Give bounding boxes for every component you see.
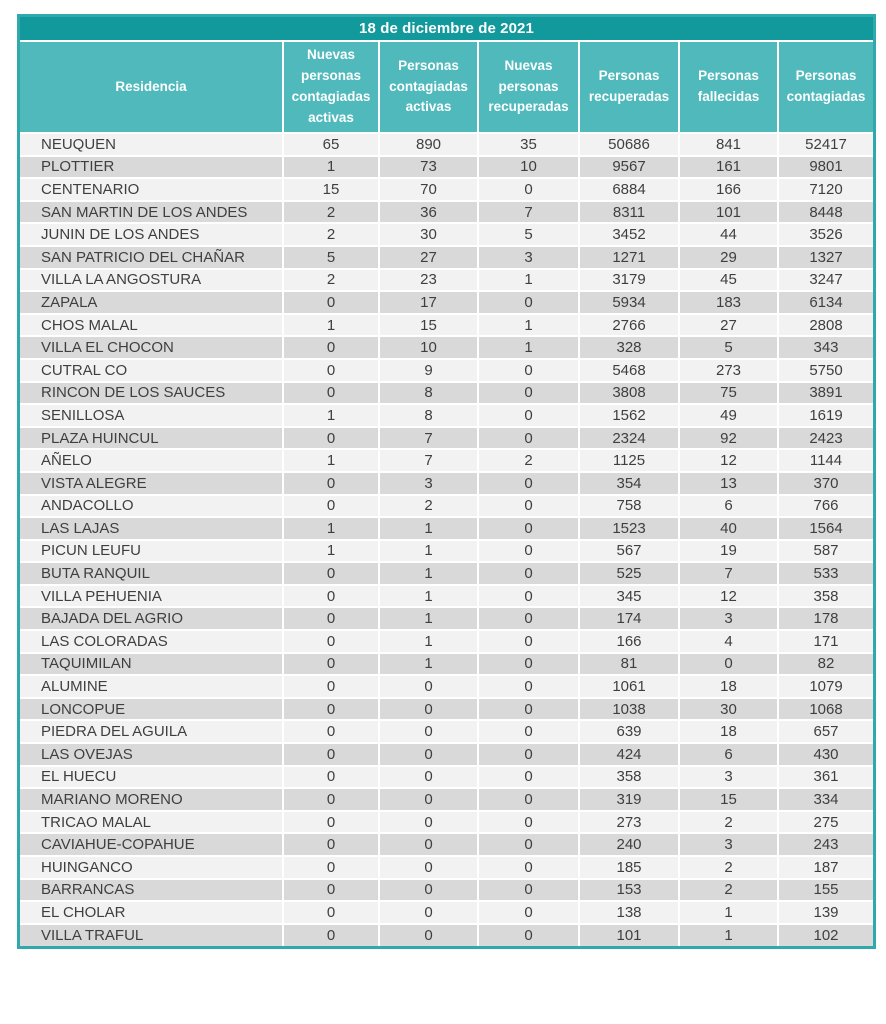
value-cell: 0 [478, 901, 579, 924]
value-cell: 0 [478, 788, 579, 811]
value-cell: 15 [283, 178, 379, 201]
residencia-cell: CENTENARIO [20, 178, 283, 201]
value-cell: 139 [778, 901, 873, 924]
value-cell: 153 [579, 879, 679, 902]
residencia-cell: ANDACOLLO [20, 495, 283, 518]
value-cell: 525 [579, 562, 679, 585]
column-header-2: Personas contagiadas activas [379, 42, 478, 133]
table-row [20, 788, 873, 811]
value-cell: 0 [283, 291, 379, 314]
value-cell: 273 [579, 811, 679, 834]
value-cell: 0 [478, 585, 579, 608]
value-cell: 0 [283, 585, 379, 608]
value-cell: 73 [379, 156, 478, 179]
value-cell: 1144 [778, 449, 873, 472]
value-cell: 424 [579, 743, 679, 766]
table-row [20, 427, 873, 450]
value-cell: 7 [478, 201, 579, 224]
value-cell: 50686 [579, 133, 679, 156]
value-cell: 178 [778, 607, 873, 630]
table-row [20, 901, 873, 924]
value-cell: 92 [679, 427, 778, 450]
value-cell: 7 [379, 427, 478, 450]
value-cell: 70 [379, 178, 478, 201]
table-row [20, 133, 873, 156]
table-row [20, 811, 873, 834]
value-cell: 890 [379, 133, 478, 156]
residencia-cell: VILLA EL CHOCON [20, 336, 283, 359]
table-row [20, 540, 873, 563]
value-cell: 273 [679, 359, 778, 382]
table-row [20, 856, 873, 879]
table-row [20, 291, 873, 314]
value-cell: 3 [679, 833, 778, 856]
value-cell: 0 [478, 359, 579, 382]
table-row [20, 495, 873, 518]
value-cell: 12 [679, 585, 778, 608]
column-header-4: Personas recuperadas [579, 42, 679, 133]
value-cell: 2 [679, 856, 778, 879]
value-cell: 0 [283, 562, 379, 585]
column-header-0: Residencia [20, 42, 283, 133]
value-cell: 766 [778, 495, 873, 518]
value-cell: 358 [778, 585, 873, 608]
value-cell: 0 [478, 291, 579, 314]
table-row [20, 743, 873, 766]
residencia-cell: CAVIAHUE-COPAHUE [20, 833, 283, 856]
value-cell: 30 [679, 698, 778, 721]
table-row [20, 449, 873, 472]
value-cell: 0 [379, 788, 478, 811]
value-cell: 328 [579, 336, 679, 359]
value-cell: 1038 [579, 698, 679, 721]
value-cell: 0 [283, 359, 379, 382]
value-cell: 0 [283, 382, 379, 405]
value-cell: 27 [379, 246, 478, 269]
table-row [20, 178, 873, 201]
value-cell: 15 [679, 788, 778, 811]
table-row [20, 269, 873, 292]
value-cell: 0 [379, 743, 478, 766]
table-row [20, 336, 873, 359]
value-cell: 1327 [778, 246, 873, 269]
value-cell: 1 [478, 314, 579, 337]
value-cell: 6 [679, 495, 778, 518]
value-cell: 275 [778, 811, 873, 834]
value-cell: 4 [679, 630, 778, 653]
value-cell: 1 [379, 607, 478, 630]
value-cell: 319 [579, 788, 679, 811]
table-row [20, 585, 873, 608]
value-cell: 161 [679, 156, 778, 179]
value-cell: 1 [379, 540, 478, 563]
column-header-5: Personas fallecidas [679, 42, 778, 133]
residencia-cell: VILLA TRAFUL [20, 924, 283, 947]
value-cell: 12 [679, 449, 778, 472]
table-row [20, 404, 873, 427]
value-cell: 6134 [778, 291, 873, 314]
residencia-cell: AÑELO [20, 449, 283, 472]
value-cell: 9 [379, 359, 478, 382]
value-cell: 23 [379, 269, 478, 292]
value-cell: 0 [283, 495, 379, 518]
value-cell: 0 [379, 879, 478, 902]
table-row [20, 223, 873, 246]
value-cell: 187 [778, 856, 873, 879]
residencia-cell: CHOS MALAL [20, 314, 283, 337]
value-cell: 0 [478, 698, 579, 721]
residencia-cell: TRICAO MALAL [20, 811, 283, 834]
residencia-cell: VILLA PEHUENIA [20, 585, 283, 608]
value-cell: 0 [478, 653, 579, 676]
value-cell: 0 [283, 833, 379, 856]
residencia-cell: EL CHOLAR [20, 901, 283, 924]
value-cell: 0 [478, 766, 579, 789]
value-cell: 0 [478, 427, 579, 450]
value-cell: 2 [679, 811, 778, 834]
value-cell: 0 [283, 630, 379, 653]
residencia-cell: BUTA RANQUIL [20, 562, 283, 585]
residencia-cell: BARRANCAS [20, 879, 283, 902]
value-cell: 36 [379, 201, 478, 224]
value-cell: 9567 [579, 156, 679, 179]
value-cell: 1562 [579, 404, 679, 427]
value-cell: 0 [283, 675, 379, 698]
value-cell: 0 [283, 720, 379, 743]
table-row [20, 879, 873, 902]
value-cell: 5750 [778, 359, 873, 382]
value-cell: 343 [778, 336, 873, 359]
value-cell: 240 [579, 833, 679, 856]
value-cell: 27 [679, 314, 778, 337]
value-cell: 166 [679, 178, 778, 201]
value-cell: 5 [679, 336, 778, 359]
value-cell: 29 [679, 246, 778, 269]
residencia-cell: PIEDRA DEL AGUILA [20, 720, 283, 743]
value-cell: 1068 [778, 698, 873, 721]
table-row [20, 246, 873, 269]
residencia-cell: PICUN LEUFU [20, 540, 283, 563]
value-cell: 1619 [778, 404, 873, 427]
value-cell: 155 [778, 879, 873, 902]
value-cell: 19 [679, 540, 778, 563]
value-cell: 354 [579, 472, 679, 495]
value-cell: 5934 [579, 291, 679, 314]
table-row [20, 517, 873, 540]
value-cell: 2 [283, 223, 379, 246]
value-cell: 1 [283, 156, 379, 179]
value-cell: 2 [283, 269, 379, 292]
value-cell: 657 [778, 720, 873, 743]
residencia-cell: NEUQUEN [20, 133, 283, 156]
value-cell: 345 [579, 585, 679, 608]
value-cell: 1 [379, 562, 478, 585]
table-row [20, 720, 873, 743]
value-cell: 171 [778, 630, 873, 653]
value-cell: 0 [478, 178, 579, 201]
table-row [20, 472, 873, 495]
value-cell: 8311 [579, 201, 679, 224]
value-cell: 75 [679, 382, 778, 405]
value-cell: 5 [478, 223, 579, 246]
table-row [20, 766, 873, 789]
value-cell: 7120 [778, 178, 873, 201]
value-cell: 81 [579, 653, 679, 676]
residencia-cell: SENILLOSA [20, 404, 283, 427]
value-cell: 0 [283, 766, 379, 789]
value-cell: 166 [579, 630, 679, 653]
value-cell: 0 [478, 404, 579, 427]
residencia-cell: HUINGANCO [20, 856, 283, 879]
table-row [20, 382, 873, 405]
residencia-cell: PLAZA HUINCUL [20, 427, 283, 450]
residencia-cell: RINCON DE LOS SAUCES [20, 382, 283, 405]
value-cell: 1 [283, 540, 379, 563]
value-cell: 2 [283, 201, 379, 224]
value-cell: 0 [379, 720, 478, 743]
value-cell: 52417 [778, 133, 873, 156]
value-cell: 0 [478, 630, 579, 653]
value-cell: 430 [778, 743, 873, 766]
value-cell: 0 [379, 901, 478, 924]
value-cell: 1 [379, 517, 478, 540]
value-cell: 15 [379, 314, 478, 337]
value-cell: 30 [379, 223, 478, 246]
value-cell: 1061 [579, 675, 679, 698]
covid-stats-table [20, 42, 873, 946]
value-cell: 1 [478, 336, 579, 359]
value-cell: 0 [379, 698, 478, 721]
value-cell: 3 [679, 766, 778, 789]
value-cell: 6 [679, 743, 778, 766]
value-cell: 1 [679, 924, 778, 947]
value-cell: 3526 [778, 223, 873, 246]
value-cell: 0 [478, 833, 579, 856]
table-row [20, 833, 873, 856]
residencia-cell: VISTA ALEGRE [20, 472, 283, 495]
table-row [20, 562, 873, 585]
residencia-cell: SAN MARTIN DE LOS ANDES [20, 201, 283, 224]
residencia-cell: LAS OVEJAS [20, 743, 283, 766]
value-cell: 0 [379, 833, 478, 856]
value-cell: 101 [679, 201, 778, 224]
column-header-1: Nuevas personas contagiadas activas [283, 42, 379, 133]
residencia-cell: LAS COLORADAS [20, 630, 283, 653]
residencia-cell: SAN PATRICIO DEL CHAÑAR [20, 246, 283, 269]
table-row [20, 359, 873, 382]
residencia-cell: CUTRAL CO [20, 359, 283, 382]
table-row [20, 630, 873, 653]
table-header-row [20, 42, 873, 133]
value-cell: 758 [579, 495, 679, 518]
value-cell: 44 [679, 223, 778, 246]
value-cell: 0 [379, 811, 478, 834]
value-cell: 0 [283, 743, 379, 766]
value-cell: 1 [283, 314, 379, 337]
value-cell: 2 [679, 879, 778, 902]
value-cell: 13 [679, 472, 778, 495]
value-cell: 18 [679, 720, 778, 743]
value-cell: 9801 [778, 156, 873, 179]
value-cell: 0 [478, 811, 579, 834]
residencia-cell: ZAPALA [20, 291, 283, 314]
value-cell: 1125 [579, 449, 679, 472]
value-cell: 185 [579, 856, 679, 879]
residencia-cell: JUNIN DE LOS ANDES [20, 223, 283, 246]
value-cell: 3 [679, 607, 778, 630]
value-cell: 1271 [579, 246, 679, 269]
value-cell: 45 [679, 269, 778, 292]
value-cell: 0 [478, 924, 579, 947]
value-cell: 0 [283, 924, 379, 947]
value-cell: 2808 [778, 314, 873, 337]
value-cell: 841 [679, 133, 778, 156]
column-header-6: Personas contagiadas [778, 42, 873, 133]
value-cell: 0 [478, 382, 579, 405]
value-cell: 334 [778, 788, 873, 811]
value-cell: 5 [283, 246, 379, 269]
value-cell: 3891 [778, 382, 873, 405]
value-cell: 0 [478, 879, 579, 902]
value-cell: 0 [478, 472, 579, 495]
residencia-cell: ALUMINE [20, 675, 283, 698]
value-cell: 3452 [579, 223, 679, 246]
value-cell: 1 [478, 269, 579, 292]
value-cell: 0 [283, 901, 379, 924]
value-cell: 1 [379, 585, 478, 608]
value-cell: 1 [679, 901, 778, 924]
value-cell: 8 [379, 382, 478, 405]
value-cell: 0 [478, 517, 579, 540]
value-cell: 0 [478, 607, 579, 630]
value-cell: 2423 [778, 427, 873, 450]
table-row [20, 924, 873, 947]
table-row [20, 675, 873, 698]
value-cell: 1523 [579, 517, 679, 540]
value-cell: 0 [478, 856, 579, 879]
value-cell: 2 [478, 449, 579, 472]
value-cell: 1079 [778, 675, 873, 698]
residencia-cell: PLOTTIER [20, 156, 283, 179]
report-date-title: 18 de diciembre de 2021 [20, 17, 873, 42]
value-cell: 35 [478, 133, 579, 156]
table-row [20, 156, 873, 179]
value-cell: 18 [679, 675, 778, 698]
value-cell: 0 [478, 540, 579, 563]
value-cell: 0 [283, 472, 379, 495]
value-cell: 0 [379, 856, 478, 879]
value-cell: 0 [283, 336, 379, 359]
residencia-cell: MARIANO MORENO [20, 788, 283, 811]
value-cell: 243 [778, 833, 873, 856]
value-cell: 82 [778, 653, 873, 676]
value-cell: 0 [283, 607, 379, 630]
value-cell: 0 [478, 562, 579, 585]
value-cell: 2 [379, 495, 478, 518]
value-cell: 6884 [579, 178, 679, 201]
value-cell: 587 [778, 540, 873, 563]
value-cell: 0 [478, 743, 579, 766]
residencia-cell: LAS LAJAS [20, 517, 283, 540]
value-cell: 1 [283, 404, 379, 427]
value-cell: 0 [283, 788, 379, 811]
value-cell: 2766 [579, 314, 679, 337]
value-cell: 1564 [778, 517, 873, 540]
value-cell: 0 [283, 811, 379, 834]
value-cell: 8 [379, 404, 478, 427]
value-cell: 3 [379, 472, 478, 495]
value-cell: 5468 [579, 359, 679, 382]
value-cell: 361 [778, 766, 873, 789]
value-cell: 0 [478, 495, 579, 518]
value-cell: 3179 [579, 269, 679, 292]
report-table-frame [17, 14, 876, 949]
table-row [20, 653, 873, 676]
residencia-cell: LONCOPUE [20, 698, 283, 721]
value-cell: 7 [379, 449, 478, 472]
value-cell: 102 [778, 924, 873, 947]
value-cell: 8448 [778, 201, 873, 224]
value-cell: 1 [379, 630, 478, 653]
table-row [20, 314, 873, 337]
value-cell: 10 [379, 336, 478, 359]
table-row [20, 607, 873, 630]
value-cell: 40 [679, 517, 778, 540]
value-cell: 567 [579, 540, 679, 563]
value-cell: 65 [283, 133, 379, 156]
value-cell: 3 [478, 246, 579, 269]
residencia-cell: EL HUECU [20, 766, 283, 789]
value-cell: 0 [283, 653, 379, 676]
value-cell: 3808 [579, 382, 679, 405]
value-cell: 0 [283, 427, 379, 450]
value-cell: 183 [679, 291, 778, 314]
table-row [20, 201, 873, 224]
value-cell: 1 [283, 517, 379, 540]
value-cell: 101 [579, 924, 679, 947]
value-cell: 1 [379, 653, 478, 676]
value-cell: 0 [379, 675, 478, 698]
value-cell: 10 [478, 156, 579, 179]
value-cell: 358 [579, 766, 679, 789]
residencia-cell: VILLA LA ANGOSTURA [20, 269, 283, 292]
residencia-cell: TAQUIMILAN [20, 653, 283, 676]
value-cell: 370 [778, 472, 873, 495]
value-cell: 3247 [778, 269, 873, 292]
value-cell: 2324 [579, 427, 679, 450]
value-cell: 0 [679, 653, 778, 676]
residencia-cell: BAJADA DEL AGRIO [20, 607, 283, 630]
value-cell: 17 [379, 291, 478, 314]
value-cell: 174 [579, 607, 679, 630]
value-cell: 49 [679, 404, 778, 427]
value-cell: 0 [379, 924, 478, 947]
table-row [20, 698, 873, 721]
value-cell: 7 [679, 562, 778, 585]
value-cell: 0 [283, 879, 379, 902]
value-cell: 0 [379, 766, 478, 789]
value-cell: 1 [283, 449, 379, 472]
value-cell: 533 [778, 562, 873, 585]
value-cell: 138 [579, 901, 679, 924]
value-cell: 0 [478, 720, 579, 743]
value-cell: 0 [283, 856, 379, 879]
value-cell: 0 [478, 675, 579, 698]
column-header-3: Nuevas personas recuperadas [478, 42, 579, 133]
value-cell: 0 [283, 698, 379, 721]
value-cell: 639 [579, 720, 679, 743]
